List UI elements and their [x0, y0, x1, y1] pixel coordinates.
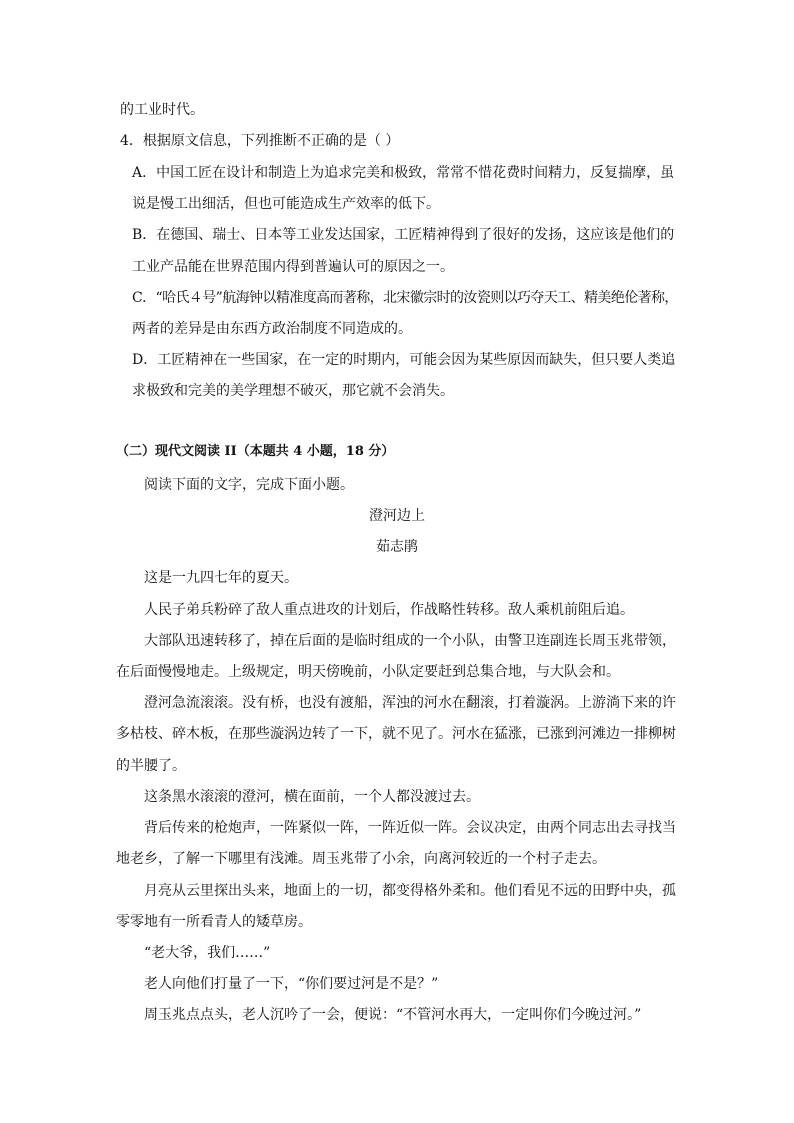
passage-line: 这条黑水滚滚的澄河，横在面前，一个人都没渡过去。 [144, 789, 480, 805]
passage-line: 零零地有一所看青人的矮草房。 [116, 914, 312, 930]
passage-line: 这是一九四七年的夏天。 [144, 570, 298, 586]
option-c-line-2: 两者的差异是由东西方政治制度不同造成的。 [132, 321, 412, 337]
passage-line: 地老乡，了解一下哪里有浅滩。周玉兆带了小余，向离河较近的一个村子走去。 [116, 851, 606, 867]
question-4-stem: 4．根据原文信息，下列推断不正确的是（ ） [120, 133, 400, 149]
section-heading: （二）现代文阅读 II（本题共 4 小题，18 分） [116, 444, 395, 459]
passage-author: 茹志鹃 [376, 539, 418, 555]
passage-line: 周玉兆点点头，老人沉吟了一会，便说：“不管河水再大，一定叫你们今晚过河。” [144, 1007, 642, 1023]
passage-line: 背后传来的枪炮声，一阵紧似一阵，一阵近似一阵。会议决定，由两个同志出去寻找当 [144, 820, 676, 836]
option-a-line-1: A．中国工匠在设计和制造上为追求完美和极致，常常不惜花费时间精力，反复揣摩，虽 [132, 165, 675, 181]
option-d-line-2: 求极致和完美的美学理想不破灭，那它就不会消失。 [132, 383, 454, 399]
reading-instruction: 阅读下面的文字，完成下面小题。 [144, 477, 354, 493]
passage-line: 月亮从云里探出头来，地面上的一切，都变得格外柔和。他们看见不远的田野中央，孤 [144, 883, 676, 899]
passage-title: 澄河边上 [369, 508, 425, 524]
q4-continuation: 的工业时代。 [120, 102, 204, 118]
passage-line: 人民子弟兵粉碎了敌人重点进攻的计划后，作战略性转移。敌人乘机前阻后追。 [144, 602, 634, 618]
passage-line: 大部队迅速转移了，掉在后面的是临时组成的一个小队，由警卫连副连长周玉兆带领， [144, 633, 676, 649]
option-a-line-2: 说是慢工出细活，但也可能造成生产效率的低下。 [132, 196, 440, 212]
passage-line: 澄河急流滚滚。没有桥，也没有渡船，浑浊的河水在翻滚，打着漩涡。上游淌下来的许 [144, 695, 676, 711]
option-b-line-2: 工业产品能在世界范围内得到普遍认可的原因之一。 [132, 259, 454, 275]
option-b-line-1: B．在德国、瑞士、日本等工业发达国家，工匠精神得到了很好的发扬，这应该是他们的 [132, 227, 675, 243]
passage-line: “老大爷，我们……” [144, 945, 271, 961]
option-c-line-1: C．“哈氏４号”航海钟以精准度高而著称，北宋徽宗时的汝瓷则以巧夺天工、精美绝伦著称， [132, 290, 678, 306]
passage-line: 多枯枝、碎木板，在那些漩涡边转了一下，就不见了。河水在猛涨，已涨到河滩边一排柳树 [116, 726, 676, 742]
option-d-line-1: D．工匠精神在一些国家，在一定的时期内，可能会因为某些原因而缺失，但只要人类追 [132, 352, 676, 368]
passage-line: 老人向他们打量了一下，“你们要过河是不是？” [144, 976, 439, 992]
passage-line: 的半腰了。 [116, 758, 186, 774]
passage-line: 在后面慢慢地走。上级规定，明天傍晚前，小队定要赶到总集合地，与大队会和。 [116, 664, 620, 680]
